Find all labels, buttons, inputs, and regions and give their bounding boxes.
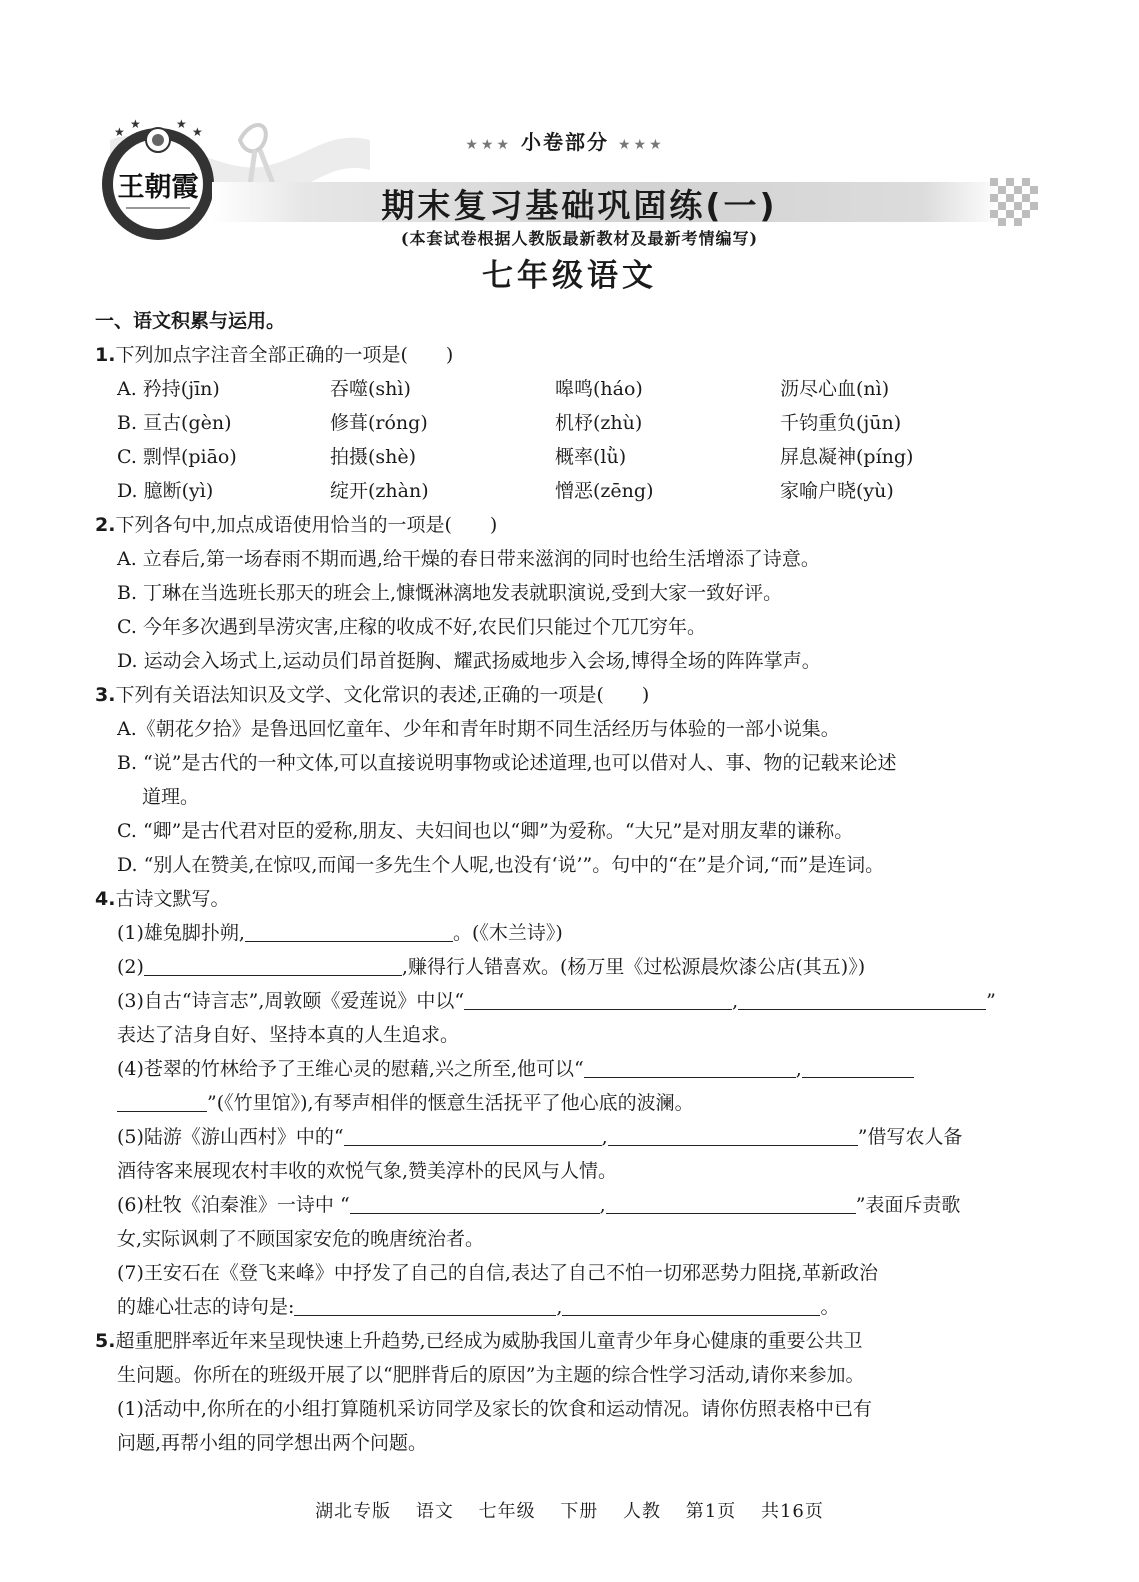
q3-option-continued: 道理。 — [142, 786, 200, 808]
q4-text: , — [732, 990, 739, 1012]
q4-text: (5)陆游《游山西村》中的“ — [117, 1126, 344, 1148]
q4-text: (3)自古“诗言志”,周敦颐《爱莲说》中以“ — [117, 990, 465, 1012]
q4-text: (6)杜牧《泊秦淮》一诗中 “ — [117, 1194, 350, 1216]
star-icon: ★★★ — [617, 137, 665, 153]
q4-item-5-cont: 酒待客来展现农村丰收的欢悦气象,赞美淳朴的民风与人情。 — [117, 1160, 618, 1182]
answer-blank[interactable] — [738, 989, 986, 1010]
svg-text:★: ★ — [192, 125, 203, 139]
q1-option-row — [95, 406, 1045, 440]
q3-option: A.《朝花夕拾》是鲁迅回忆童年、少年和青年时期不同生活经历与体验的一部小说集。 — [117, 718, 840, 740]
q4-text: , — [556, 1296, 563, 1318]
q4-item-4-cont — [95, 1086, 1045, 1120]
footer-grade: 七年级 — [478, 1501, 536, 1522]
q4-text: ,赚得行人错喜欢。(杨万里《过松源晨炊漆公店(其五)》) — [401, 956, 866, 978]
q1-option: 家喻户晓(yù) — [780, 480, 894, 502]
q1-option: 绽开(zhàn) — [330, 480, 429, 502]
question-4 — [95, 882, 1045, 916]
q4-item-4 — [95, 1052, 1045, 1086]
section-tag — [440, 126, 690, 155]
q1-option: 拍摄(shè) — [330, 446, 417, 468]
answer-blank[interactable] — [350, 1193, 600, 1214]
q1-option-row — [95, 474, 1045, 508]
q1-option: 屏息凝神(píng) — [780, 446, 914, 468]
q1-option: 机杼(zhù) — [555, 412, 643, 434]
svg-text:★: ★ — [176, 118, 187, 131]
q1-option: D. 臆断(yì) — [117, 480, 214, 502]
answer-blank[interactable] — [245, 921, 453, 942]
q4-text: , — [599, 1194, 606, 1216]
exam-content — [95, 304, 1045, 1460]
q4-item-7: (7)王安石在《登飞来峰》中抒发了自己的自信,表达了自己不怕一切邪恶势力阻挠,革新政治 — [117, 1262, 878, 1284]
q4-text: (2) — [117, 956, 144, 978]
q4-text: ” — [986, 990, 996, 1012]
page-footer — [0, 1497, 1139, 1523]
q1-option: C. 剽悍(piāo) — [117, 446, 237, 468]
question-stem: 下列有关语法知识及文学、文化常识的表述,正确的一项是( ) — [115, 684, 650, 706]
q1-option: A. 矜持(jīn) — [117, 378, 220, 400]
svg-text:★: ★ — [114, 125, 125, 139]
q1-option-row — [95, 440, 1045, 474]
q4-text: ”表面斥责歌 — [855, 1194, 961, 1216]
q1-option: 千钧重负(jūn) — [780, 412, 902, 434]
q4-text: 。 — [820, 1296, 840, 1318]
q3-option: C. “卿”是古代君对臣的爱称,朋友、夫妇间也以“卿”为爱称。“大兄”是对朋友辈的谦称。 — [117, 820, 854, 842]
section-heading: 一、语文积累与运用。 — [95, 310, 286, 332]
q4-item-3 — [95, 984, 1045, 1018]
answer-blank[interactable] — [562, 1295, 820, 1316]
footer-page-number: 第1页 — [685, 1501, 737, 1522]
q4-text: 的雄心壮志的诗句是: — [117, 1296, 295, 1318]
q4-text: ”(《竹里馆》),有琴声相伴的惬意生活抚平了他心底的波澜。 — [207, 1092, 694, 1114]
q4-text: (4)苍翠的竹林给予了王维心灵的慰藉,兴之所至,他可以“ — [117, 1058, 584, 1080]
page-subtitle: (本套试卷根据人教版最新教材及最新考情编写) — [400, 229, 759, 248]
answer-blank[interactable] — [608, 1125, 858, 1146]
footer-subject: 语文 — [415, 1501, 454, 1522]
q3-option: B. “说”是古代的一种文体,可以直接说明事物或论述道理,也可以借对人、事、物的记载来论述 — [117, 752, 897, 774]
svg-text:★: ★ — [130, 118, 141, 131]
answer-blank[interactable] — [464, 989, 732, 1010]
answer-blank[interactable] — [344, 1125, 602, 1146]
q4-item-7-cont — [95, 1290, 1045, 1324]
q4-text: 。(《木兰诗》) — [452, 922, 563, 944]
q2-option: D. 运动会入场式上,运动员们昂首挺胸、耀武扬威地步入会场,博得全场的阵阵掌声。 — [117, 650, 821, 672]
page-title: 期末复习基础巩固练(一) — [381, 186, 778, 225]
q5-text: (1)活动中,你所在的小组打算随机采访同学及家长的饮食和运动情况。请你仿照表格中已有 — [117, 1398, 872, 1420]
grade-title: 七年级语文 — [482, 258, 657, 294]
q4-item-3-cont: 表达了洁身自好、坚持本真的人生追求。 — [117, 1024, 460, 1046]
q1-option: 吞噬(shì) — [330, 378, 411, 400]
answer-blank[interactable] — [584, 1057, 796, 1078]
answer-blank[interactable] — [294, 1295, 556, 1316]
question-number: 1. — [95, 344, 116, 366]
answer-blank[interactable] — [117, 1091, 207, 1112]
q3-option: D. “别人在赞美,在惊叹,而闻一多先生个人呢,也没有‘说’”。句中的“在”是介词,“而”是连词。 — [117, 854, 885, 876]
q1-option: 修葺(róng) — [330, 412, 428, 434]
question-3 — [95, 678, 1045, 712]
q1-option: 憎恶(zēng) — [555, 480, 654, 502]
footer-edition: 湖北专版 — [315, 1501, 392, 1522]
answer-blank[interactable] — [802, 1057, 914, 1078]
question-1 — [95, 338, 1045, 372]
svg-text:王朝霞: 王朝霞 — [117, 172, 199, 203]
q4-text: ”借写农人备 — [857, 1126, 963, 1148]
question-number: 3. — [95, 684, 116, 706]
q4-text: (1)雄兔脚扑朔, — [117, 922, 245, 944]
answer-blank[interactable] — [606, 1193, 856, 1214]
q1-option: 沥尽心血(nì) — [780, 378, 890, 400]
question-5 — [95, 1324, 1045, 1358]
question-stem: 下列各句中,加点成语使用恰当的一项是( ) — [115, 514, 498, 536]
q4-item-6 — [95, 1188, 1045, 1222]
q2-option: C. 今年多次遇到旱涝灾害,庄稼的收成不好,农民们只能过个兀兀穷年。 — [117, 616, 707, 638]
section-tag-text: 小卷部分 — [521, 130, 609, 154]
q4-item-5 — [95, 1120, 1045, 1154]
footer-total-pages: 共16页 — [760, 1501, 824, 1522]
q4-text: , — [601, 1126, 608, 1148]
q4-text: , — [795, 1058, 802, 1080]
footer-volume: 下册 — [560, 1501, 599, 1522]
q2-option: B. 丁琳在当选班长那天的班会上,慷慨淋漓地发表就职演说,受到大家一致好评。 — [117, 582, 783, 604]
q4-item-2 — [95, 950, 1045, 984]
question-number: 4. — [95, 888, 116, 910]
question-stem: 古诗文默写。 — [115, 888, 230, 910]
star-icon: ★★★ — [465, 137, 513, 153]
question-2 — [95, 508, 1045, 542]
answer-blank[interactable] — [144, 955, 402, 976]
q1-option: 概率(lǜ) — [555, 446, 627, 468]
question-number: 5. — [95, 1330, 116, 1352]
q4-item-1 — [95, 916, 1045, 950]
question-number: 2. — [95, 514, 116, 536]
question-stem: 超重肥胖率近年来呈现快速上升趋势,已经成为威胁我国儿童青少年身心健康的重要公共卫 — [115, 1330, 863, 1352]
footer-publisher: 人教 — [623, 1501, 662, 1522]
q1-option-row — [95, 372, 1045, 406]
q4-item-6-cont: 女,实际讽刺了不顾国家安危的晚唐统治者。 — [117, 1228, 485, 1250]
q5-text: 问题,再帮小组的同学想出两个问题。 — [117, 1432, 428, 1454]
question-stem: 下列加点字注音全部正确的一项是( ) — [115, 344, 454, 366]
q1-option: B. 亘古(gèn) — [117, 412, 232, 434]
q1-option: 嗥鸣(háo) — [555, 378, 643, 400]
q5-text: 生问题。你所在的班级开展了以“肥胖背后的原因”为主题的综合性学习活动,请你来参加。 — [117, 1364, 865, 1386]
q2-option: A. 立春后,第一场春雨不期而遇,给干燥的春日带来滋润的同时也给生活增添了诗意。 — [117, 548, 820, 570]
